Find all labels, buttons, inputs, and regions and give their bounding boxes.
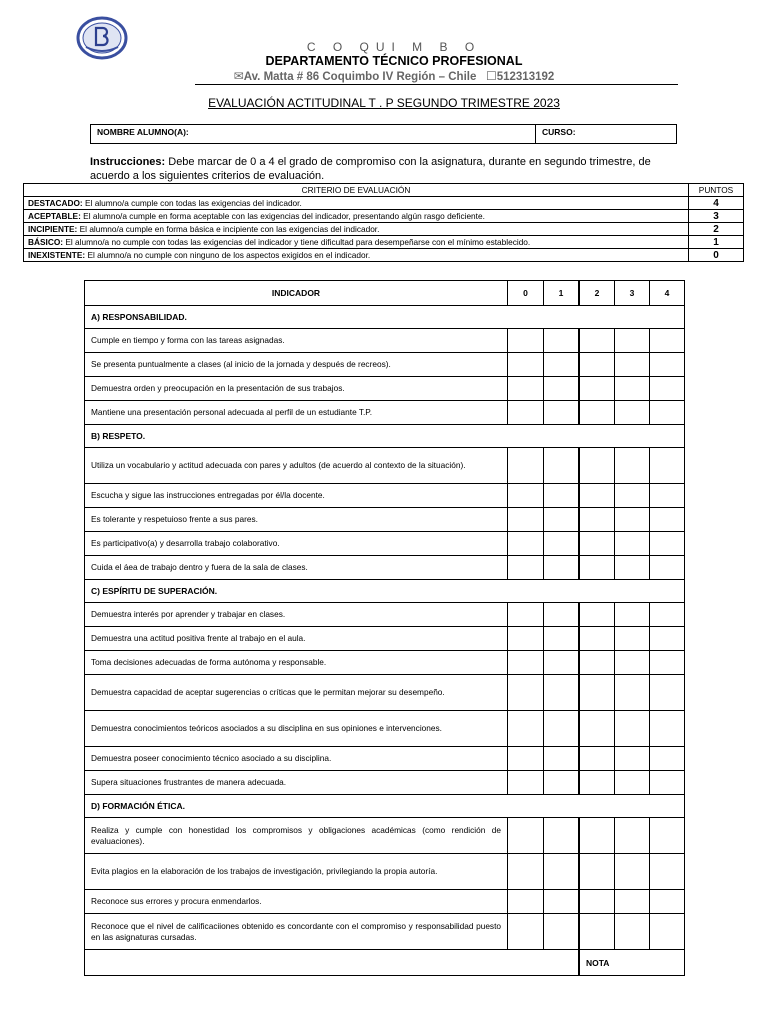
score-cell-2[interactable] xyxy=(579,771,615,795)
score-cell-3[interactable] xyxy=(615,711,650,747)
score-cell-1[interactable] xyxy=(544,890,580,914)
score-cell-0[interactable] xyxy=(508,771,544,795)
score-cell-0[interactable] xyxy=(508,401,544,425)
score-header-0: 0 xyxy=(508,281,544,306)
indicator-row xyxy=(85,353,685,377)
student-box-divider xyxy=(535,125,536,143)
indicator-table xyxy=(84,280,685,976)
indicator-row xyxy=(85,603,685,627)
score-cell-2[interactable] xyxy=(579,627,615,651)
criteria-points: 0 xyxy=(689,249,744,262)
score-header-4: 4 xyxy=(650,281,685,306)
indicator-row xyxy=(85,818,685,854)
indicator-text: Reconoce que el nivel de calificaciiones obtenido es concordante con el compromiso y responsabilidad puesto en las asignaturas cursadas. xyxy=(85,914,508,950)
score-cell-2[interactable] xyxy=(579,508,615,532)
score-cell-3[interactable] xyxy=(615,353,650,377)
score-cell-0[interactable] xyxy=(508,747,544,771)
score-cell-1[interactable] xyxy=(544,711,580,747)
score-cell-4[interactable] xyxy=(650,711,685,747)
score-cell-2[interactable] xyxy=(579,675,615,711)
score-cell-4[interactable] xyxy=(650,854,685,890)
address-text: Av. Matta # 86 Coquimbo IV Región – Chile xyxy=(243,71,477,83)
score-cell-4[interactable] xyxy=(650,401,685,425)
score-cell-0[interactable] xyxy=(508,377,544,401)
score-cell-1[interactable] xyxy=(544,771,580,795)
indicator-row xyxy=(85,377,685,401)
indicator-text: Reconoce sus errores y procura enmendarlos. xyxy=(85,890,508,914)
score-header-2: 2 xyxy=(579,281,615,306)
section-title: B) RESPETO. xyxy=(85,425,685,448)
phone-text: 512313192 xyxy=(496,71,555,83)
score-cell-2[interactable] xyxy=(579,651,615,675)
indicator-text: Mantiene una presentación personal adecuada al perfil de un estudiante T.P. xyxy=(85,401,508,425)
score-cell-1[interactable] xyxy=(544,675,580,711)
score-cell-2[interactable] xyxy=(579,711,615,747)
indicator-text: Utiliza un vocabulario y actitud adecuada con pares y adultos (de acuerdo al contexto de la situación). xyxy=(85,448,508,484)
score-cell-4[interactable] xyxy=(650,556,685,580)
score-cell-1[interactable] xyxy=(544,556,580,580)
instructions-label: Instrucciones: xyxy=(90,156,166,168)
indicator-row xyxy=(85,890,685,914)
score-cell-0[interactable] xyxy=(508,532,544,556)
phone-icon: ☐ xyxy=(485,69,497,83)
criteria-row xyxy=(24,236,744,249)
score-cell-1[interactable] xyxy=(544,484,580,508)
score-cell-2[interactable] xyxy=(579,854,615,890)
grade-spacer xyxy=(85,950,580,976)
indicator-text: Cuida el áea de trabajo dentro y fuera de la sala de clases. xyxy=(85,556,508,580)
indicator-text: Demuestra conocimientos teóricos asociados a su disciplina en sus opiniones e intervenciones. xyxy=(85,711,508,747)
score-cell-2[interactable] xyxy=(579,484,615,508)
indicator-text: Escucha y sigue las instrucciones entregadas por él/la docente. xyxy=(85,484,508,508)
score-cell-4[interactable] xyxy=(650,448,685,484)
score-cell-4[interactable] xyxy=(650,484,685,508)
score-cell-2[interactable] xyxy=(579,914,615,950)
indicator-row xyxy=(85,556,685,580)
score-cell-2[interactable] xyxy=(579,818,615,854)
score-cell-2[interactable] xyxy=(579,890,615,914)
score-cell-1[interactable] xyxy=(544,532,580,556)
indicator-row xyxy=(85,401,685,425)
criteria-description xyxy=(24,197,689,210)
score-cell-1[interactable] xyxy=(544,508,580,532)
score-cell-4[interactable] xyxy=(650,627,685,651)
score-cell-3[interactable] xyxy=(615,401,650,425)
indicator-text: Se presenta puntualmente a clases (al inicio de la jornada y después de recreos). xyxy=(85,353,508,377)
criteria-text: El alumno/a cumple en forma aceptable con las exigencias del indicador, presentando algún rasgo deficiente. xyxy=(80,210,485,221)
score-cell-1[interactable] xyxy=(544,747,580,771)
score-cell-3[interactable] xyxy=(615,771,650,795)
criteria-text: El alumno/a no cumple con todas las exigencias del indicador y tiene dificultad para desempeñarse con el mínimo establecido. xyxy=(63,236,531,247)
section-title: D) FORMACIÓN ÉTICA. xyxy=(85,795,685,818)
score-cell-4[interactable] xyxy=(650,651,685,675)
score-cell-3[interactable] xyxy=(615,675,650,711)
score-cell-3[interactable] xyxy=(615,603,650,627)
instructions xyxy=(90,155,682,183)
envelope-icon: ✉ xyxy=(233,69,244,83)
score-cell-4[interactable] xyxy=(650,353,685,377)
indicator-row xyxy=(85,448,685,484)
indicator-row xyxy=(85,675,685,711)
indicator-row xyxy=(85,747,685,771)
indicator-text: Demuestra orden y preocupación en la presentación de sus trabajos. xyxy=(85,377,508,401)
score-cell-1[interactable] xyxy=(544,818,580,854)
score-cell-3[interactable] xyxy=(615,651,650,675)
criteria-header: CRITERIO DE EVALUACIÓN xyxy=(24,184,689,197)
criteria-table xyxy=(23,183,744,262)
score-cell-0[interactable] xyxy=(508,508,544,532)
score-cell-4[interactable] xyxy=(650,771,685,795)
score-cell-0[interactable] xyxy=(508,484,544,508)
score-cell-1[interactable] xyxy=(544,329,580,353)
section-row xyxy=(85,795,685,818)
score-cell-2[interactable] xyxy=(579,377,615,401)
section-title: A) RESPONSABILIDAD. xyxy=(85,306,685,329)
score-cell-3[interactable] xyxy=(615,854,650,890)
score-cell-1[interactable] xyxy=(544,914,580,950)
score-cell-2[interactable] xyxy=(579,448,615,484)
score-cell-4[interactable] xyxy=(650,818,685,854)
address-line xyxy=(0,69,768,83)
score-cell-1[interactable] xyxy=(544,627,580,651)
score-cell-4[interactable] xyxy=(650,603,685,627)
score-cell-3[interactable] xyxy=(615,747,650,771)
indicator-row xyxy=(85,532,685,556)
score-cell-2[interactable] xyxy=(579,747,615,771)
score-cell-0[interactable] xyxy=(508,914,544,950)
score-header-1: 1 xyxy=(544,281,580,306)
score-cell-0[interactable] xyxy=(508,854,544,890)
indicator-row xyxy=(85,627,685,651)
student-name-label: NOMBRE ALUMNO(A): xyxy=(97,127,189,137)
indicator-text: Realiza y cumple con honestidad los compromisos y obligaciones académicas (como rendición de evaluaciones). xyxy=(85,818,508,854)
score-cell-1[interactable] xyxy=(544,603,580,627)
indicator-row xyxy=(85,651,685,675)
instructions-text: Debe marcar de 0 a 4 el grado de compromiso con la asignatura, durante en segundo trimestre, de acuerdo a los siguientes criterios de evaluación. xyxy=(90,156,651,182)
indicator-text: Demuestra capacidad de aceptar sugerencias o críticas que le permitan mejorar su desempeño. xyxy=(85,675,508,711)
criteria-points: 4 xyxy=(689,197,744,210)
indicator-text: Demuestra una actitud positiva frente al trabajo en el aula. xyxy=(85,627,508,651)
points-header: PUNTOS xyxy=(689,184,744,197)
score-cell-4[interactable] xyxy=(650,532,685,556)
criteria-description xyxy=(24,249,689,262)
criteria-text: El alumno/a cumple con todas las exigencias del indicador. xyxy=(82,197,302,208)
score-cell-2[interactable] xyxy=(579,556,615,580)
score-cell-4[interactable] xyxy=(650,508,685,532)
score-cell-0[interactable] xyxy=(508,627,544,651)
score-cell-0[interactable] xyxy=(508,329,544,353)
indicator-header-row xyxy=(85,281,685,306)
section-row xyxy=(85,425,685,448)
grade-row xyxy=(85,950,685,976)
criteria-description xyxy=(24,210,689,223)
criteria-row xyxy=(24,210,744,223)
score-cell-3[interactable] xyxy=(615,484,650,508)
indicator-row xyxy=(85,854,685,890)
score-cell-1[interactable] xyxy=(544,854,580,890)
indicator-text: Es participativo(a) y desarrolla trabajo colaborativo. xyxy=(85,532,508,556)
score-cell-0[interactable] xyxy=(508,353,544,377)
criteria-row xyxy=(24,249,744,262)
indicator-text: Es tolerante y respetuioso frente a sus pares. xyxy=(85,508,508,532)
score-cell-0[interactable] xyxy=(508,711,544,747)
criteria-level: ACEPTABLE: xyxy=(28,210,81,221)
criteria-points: 2 xyxy=(689,223,744,236)
criteria-level: DESTACADO: xyxy=(28,197,83,208)
score-cell-0[interactable] xyxy=(508,556,544,580)
score-cell-1[interactable] xyxy=(544,377,580,401)
score-cell-1[interactable] xyxy=(544,651,580,675)
indicator-row xyxy=(85,329,685,353)
score-cell-0[interactable] xyxy=(508,675,544,711)
criteria-level: INEXISTENTE: xyxy=(28,249,86,260)
score-cell-3[interactable] xyxy=(615,532,650,556)
indicator-row xyxy=(85,711,685,747)
score-cell-4[interactable] xyxy=(650,914,685,950)
indicator-row xyxy=(85,771,685,795)
indicator-header: INDICADOR xyxy=(85,281,508,306)
score-cell-3[interactable] xyxy=(615,627,650,651)
criteria-points: 1 xyxy=(689,236,744,249)
grade-label[interactable]: NOTA xyxy=(579,950,685,976)
student-info-box xyxy=(90,124,677,144)
indicator-row xyxy=(85,508,685,532)
criteria-header-row xyxy=(24,184,744,197)
section-title: C) ESPÍRITU DE SUPERACIÓN. xyxy=(85,580,685,603)
indicator-text: Demuestra poseer conocimiento técnico asociado a su disciplina. xyxy=(85,747,508,771)
indicator-text: Supera situaciones frustrantes de manera adecuada. xyxy=(85,771,508,795)
score-cell-2[interactable] xyxy=(579,603,615,627)
document-title: EVALUACIÓN ACTITUDINAL T . P SEGUNDO TRIMESTRE 2023 xyxy=(208,96,560,110)
criteria-text: El alumno/a no cumple con ninguno de los aspectos exigidos en el indicador. xyxy=(85,249,371,260)
city-name: C O QUI M B O xyxy=(306,40,482,54)
score-cell-1[interactable] xyxy=(544,353,580,377)
criteria-level: INCIPIENTE: xyxy=(28,223,78,234)
score-cell-2[interactable] xyxy=(579,401,615,425)
score-cell-3[interactable] xyxy=(615,329,650,353)
score-cell-0[interactable] xyxy=(508,890,544,914)
score-header-3: 3 xyxy=(615,281,650,306)
score-cell-0[interactable] xyxy=(508,448,544,484)
score-cell-3[interactable] xyxy=(615,818,650,854)
department-name: DEPARTAMENTO TÉCNICO PROFESIONAL xyxy=(265,54,523,68)
criteria-description xyxy=(24,236,689,249)
score-cell-4[interactable] xyxy=(650,377,685,401)
indicator-text: Cumple en tiempo y forma con las tareas asignadas. xyxy=(85,329,508,353)
score-cell-0[interactable] xyxy=(508,651,544,675)
score-cell-3[interactable] xyxy=(615,508,650,532)
section-row xyxy=(85,580,685,603)
score-cell-1[interactable] xyxy=(544,448,580,484)
criteria-row xyxy=(24,223,744,236)
indicator-text: Toma decisiones adecuadas de forma autónoma y responsable. xyxy=(85,651,508,675)
criteria-points: 3 xyxy=(689,210,744,223)
score-cell-3[interactable] xyxy=(615,556,650,580)
header-divider xyxy=(195,84,678,85)
score-cell-2[interactable] xyxy=(579,353,615,377)
score-cell-3[interactable] xyxy=(615,377,650,401)
indicator-row xyxy=(85,914,685,950)
indicator-text: Evita plagios en la elaboración de los trabajos de investigación, privilegiando la propia autoría. xyxy=(85,854,508,890)
score-cell-0[interactable] xyxy=(508,603,544,627)
score-cell-4[interactable] xyxy=(650,675,685,711)
score-cell-3[interactable] xyxy=(615,448,650,484)
score-cell-2[interactable] xyxy=(579,532,615,556)
score-cell-4[interactable] xyxy=(650,747,685,771)
section-row xyxy=(85,306,685,329)
score-cell-3[interactable] xyxy=(615,890,650,914)
criteria-text: El alumno/a cumple en forma básica e incipiente con las exigencias del indicador. xyxy=(77,223,380,234)
score-cell-0[interactable] xyxy=(508,818,544,854)
score-cell-3[interactable] xyxy=(615,914,650,950)
criteria-row xyxy=(24,197,744,210)
criteria-description xyxy=(24,223,689,236)
score-cell-4[interactable] xyxy=(650,329,685,353)
score-cell-1[interactable] xyxy=(544,401,580,425)
criteria-level: BÁSICO: xyxy=(28,236,64,247)
score-cell-2[interactable] xyxy=(579,329,615,353)
course-label: CURSO: xyxy=(542,127,576,137)
score-cell-4[interactable] xyxy=(650,890,685,914)
indicator-row xyxy=(85,484,685,508)
indicator-text: Demuestra interés por aprender y trabajar en clases. xyxy=(85,603,508,627)
